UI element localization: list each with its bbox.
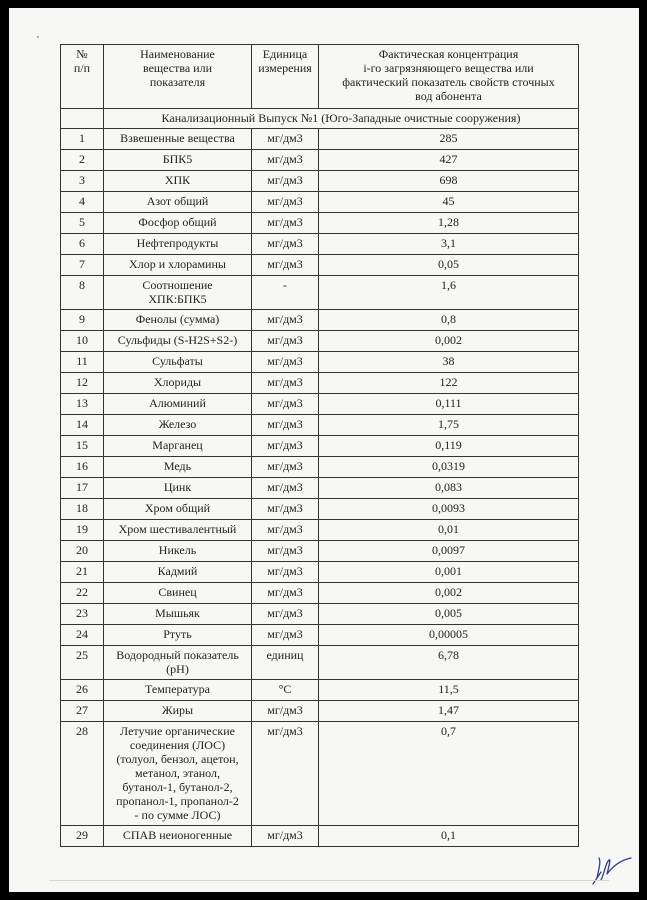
row-name: СПАВ неионогенные — [104, 826, 252, 847]
row-name: Нефтепродукты — [104, 234, 252, 255]
table-row — [61, 604, 579, 625]
row-name: Фенолы (сумма) — [104, 310, 252, 331]
table-row — [61, 701, 579, 722]
row-number: 10 — [61, 331, 104, 352]
row-name: Свинец — [104, 583, 252, 604]
table-header-row — [61, 45, 579, 109]
header-value: Фактическая концентрация i-го загрязняющего вещества или фактический показатель свойств сточных вод абонента — [319, 45, 579, 109]
row-unit: мг/дм3 — [252, 415, 319, 436]
row-unit: мг/дм3 — [252, 373, 319, 394]
row-unit: мг/дм3 — [252, 150, 319, 171]
row-unit: единиц — [252, 646, 319, 680]
table-row — [61, 499, 579, 520]
row-value: 0,7 — [319, 722, 579, 826]
row-value: 0,083 — [319, 478, 579, 499]
row-value: 1,75 — [319, 415, 579, 436]
table-row — [61, 394, 579, 415]
header-unit: Единица измерения — [252, 45, 319, 109]
row-unit: мг/дм3 — [252, 457, 319, 478]
row-name: Марганец — [104, 436, 252, 457]
row-name: Хлориды — [104, 373, 252, 394]
row-unit: мг/дм3 — [252, 722, 319, 826]
row-number: 2 — [61, 150, 104, 171]
row-name: Соотношение ХПК:БПК5 — [104, 276, 252, 310]
table-row — [61, 171, 579, 192]
row-value: 0,0319 — [319, 457, 579, 478]
row-value: 0,00005 — [319, 625, 579, 646]
row-value: 11,5 — [319, 680, 579, 701]
row-unit: мг/дм3 — [252, 129, 319, 150]
row-unit: мг/дм3 — [252, 394, 319, 415]
row-number: 17 — [61, 478, 104, 499]
row-unit: мг/дм3 — [252, 213, 319, 234]
row-value: 0,119 — [319, 436, 579, 457]
row-number: 13 — [61, 394, 104, 415]
row-name: Сульфаты — [104, 352, 252, 373]
row-name: Кадмий — [104, 562, 252, 583]
row-value: 45 — [319, 192, 579, 213]
row-name: Температура — [104, 680, 252, 701]
table-row — [61, 352, 579, 373]
table-row — [61, 625, 579, 646]
row-unit: мг/дм3 — [252, 826, 319, 847]
row-unit: мг/дм3 — [252, 701, 319, 722]
row-name: Хром общий — [104, 499, 252, 520]
row-value: 0,002 — [319, 583, 579, 604]
row-value: 0,111 — [319, 394, 579, 415]
table-row — [61, 310, 579, 331]
table-row — [61, 436, 579, 457]
row-name: Железо — [104, 415, 252, 436]
row-number: 14 — [61, 415, 104, 436]
row-number: 9 — [61, 310, 104, 331]
row-number: 7 — [61, 255, 104, 276]
row-value: 0,001 — [319, 562, 579, 583]
row-unit: мг/дм3 — [252, 436, 319, 457]
row-number: 25 — [61, 646, 104, 680]
row-name: Взвешенные вещества — [104, 129, 252, 150]
row-unit: мг/дм3 — [252, 625, 319, 646]
row-value: 427 — [319, 150, 579, 171]
row-number: 27 — [61, 701, 104, 722]
row-name: Ртуть — [104, 625, 252, 646]
row-number: 22 — [61, 583, 104, 604]
row-number: 19 — [61, 520, 104, 541]
table-row — [61, 213, 579, 234]
row-unit: мг/дм3 — [252, 331, 319, 352]
row-number: 23 — [61, 604, 104, 625]
row-name: Сульфиды (S-H2S+S2-) — [104, 331, 252, 352]
row-name: Алюминий — [104, 394, 252, 415]
row-name: Медь — [104, 457, 252, 478]
row-unit: мг/дм3 — [252, 562, 319, 583]
row-value: 0,0093 — [319, 499, 579, 520]
row-unit: мг/дм3 — [252, 604, 319, 625]
row-unit: °С — [252, 680, 319, 701]
row-number: 29 — [61, 826, 104, 847]
table-row — [61, 129, 579, 150]
table-row — [61, 583, 579, 604]
row-number: 6 — [61, 234, 104, 255]
page-bottom-edge — [49, 880, 609, 881]
table-row — [61, 478, 579, 499]
row-unit: мг/дм3 — [252, 499, 319, 520]
row-value: 0,01 — [319, 520, 579, 541]
table-row — [61, 192, 579, 213]
table-row — [61, 562, 579, 583]
table-row — [61, 722, 579, 826]
section-row — [61, 109, 579, 129]
row-name: Хром шестивалентный — [104, 520, 252, 541]
row-value: 1,47 — [319, 701, 579, 722]
row-name: Мышьяк — [104, 604, 252, 625]
section-title: Канализационный Выпуск №1 (Юго-Западные очистные сооружения) — [104, 109, 579, 129]
row-name: Фосфор общий — [104, 213, 252, 234]
row-unit: - — [252, 276, 319, 310]
row-unit: мг/дм3 — [252, 520, 319, 541]
table-row — [61, 331, 579, 352]
handwritten-signature-icon — [587, 848, 635, 888]
row-value: 6,78 — [319, 646, 579, 680]
table-row — [61, 541, 579, 562]
row-unit: мг/дм3 — [252, 352, 319, 373]
header-num: № п/п — [61, 45, 104, 109]
row-number: 12 — [61, 373, 104, 394]
row-value: 3,1 — [319, 234, 579, 255]
row-number: 15 — [61, 436, 104, 457]
row-number: 3 — [61, 171, 104, 192]
row-value: 0,002 — [319, 331, 579, 352]
table-row — [61, 415, 579, 436]
row-value: 38 — [319, 352, 579, 373]
row-name: БПК5 — [104, 150, 252, 171]
row-name: Никель — [104, 541, 252, 562]
row-number: 28 — [61, 722, 104, 826]
row-number: 18 — [61, 499, 104, 520]
row-name: Летучие органические соединения (ЛОС) (толуол, бензол, ацетон, метанол, этанол, бутанол-1, бутанол-2, пропанол-1, пропанол-2 - по сумме ЛОС) — [104, 722, 252, 826]
table-row — [61, 457, 579, 478]
table-row — [61, 373, 579, 394]
row-name: Жиры — [104, 701, 252, 722]
row-number: 8 — [61, 276, 104, 310]
scan-speck — [37, 36, 39, 38]
row-value: 0,0097 — [319, 541, 579, 562]
header-name: Наименование вещества или показателя — [104, 45, 252, 109]
row-value: 0,05 — [319, 255, 579, 276]
row-number: 1 — [61, 129, 104, 150]
row-value: 1,6 — [319, 276, 579, 310]
row-unit: мг/дм3 — [252, 255, 319, 276]
table-row — [61, 150, 579, 171]
table-row — [61, 826, 579, 847]
row-number: 20 — [61, 541, 104, 562]
row-unit: мг/дм3 — [252, 310, 319, 331]
document-page — [9, 8, 639, 892]
row-unit: мг/дм3 — [252, 583, 319, 604]
row-value: 698 — [319, 171, 579, 192]
row-name: ХПК — [104, 171, 252, 192]
table-row — [61, 276, 579, 310]
row-number: 4 — [61, 192, 104, 213]
row-number: 24 — [61, 625, 104, 646]
row-number: 5 — [61, 213, 104, 234]
section-blank-cell — [61, 109, 104, 129]
row-value: 1,28 — [319, 213, 579, 234]
table-row — [61, 255, 579, 276]
table-row — [61, 646, 579, 680]
table-row — [61, 680, 579, 701]
row-name: Водородный показатель (pH) — [104, 646, 252, 680]
row-name: Цинк — [104, 478, 252, 499]
row-value: 0,8 — [319, 310, 579, 331]
row-value: 122 — [319, 373, 579, 394]
row-number: 26 — [61, 680, 104, 701]
row-number: 11 — [61, 352, 104, 373]
row-name: Азот общий — [104, 192, 252, 213]
row-value: 0,005 — [319, 604, 579, 625]
table-row — [61, 234, 579, 255]
row-value: 0,1 — [319, 826, 579, 847]
row-name: Хлор и хлорамины — [104, 255, 252, 276]
row-unit: мг/дм3 — [252, 171, 319, 192]
table-row — [61, 520, 579, 541]
row-number: 16 — [61, 457, 104, 478]
measurements-table — [60, 44, 579, 847]
row-number: 21 — [61, 562, 104, 583]
row-unit: мг/дм3 — [252, 541, 319, 562]
row-unit: мг/дм3 — [252, 192, 319, 213]
row-value: 285 — [319, 129, 579, 150]
row-unit: мг/дм3 — [252, 234, 319, 255]
row-unit: мг/дм3 — [252, 478, 319, 499]
